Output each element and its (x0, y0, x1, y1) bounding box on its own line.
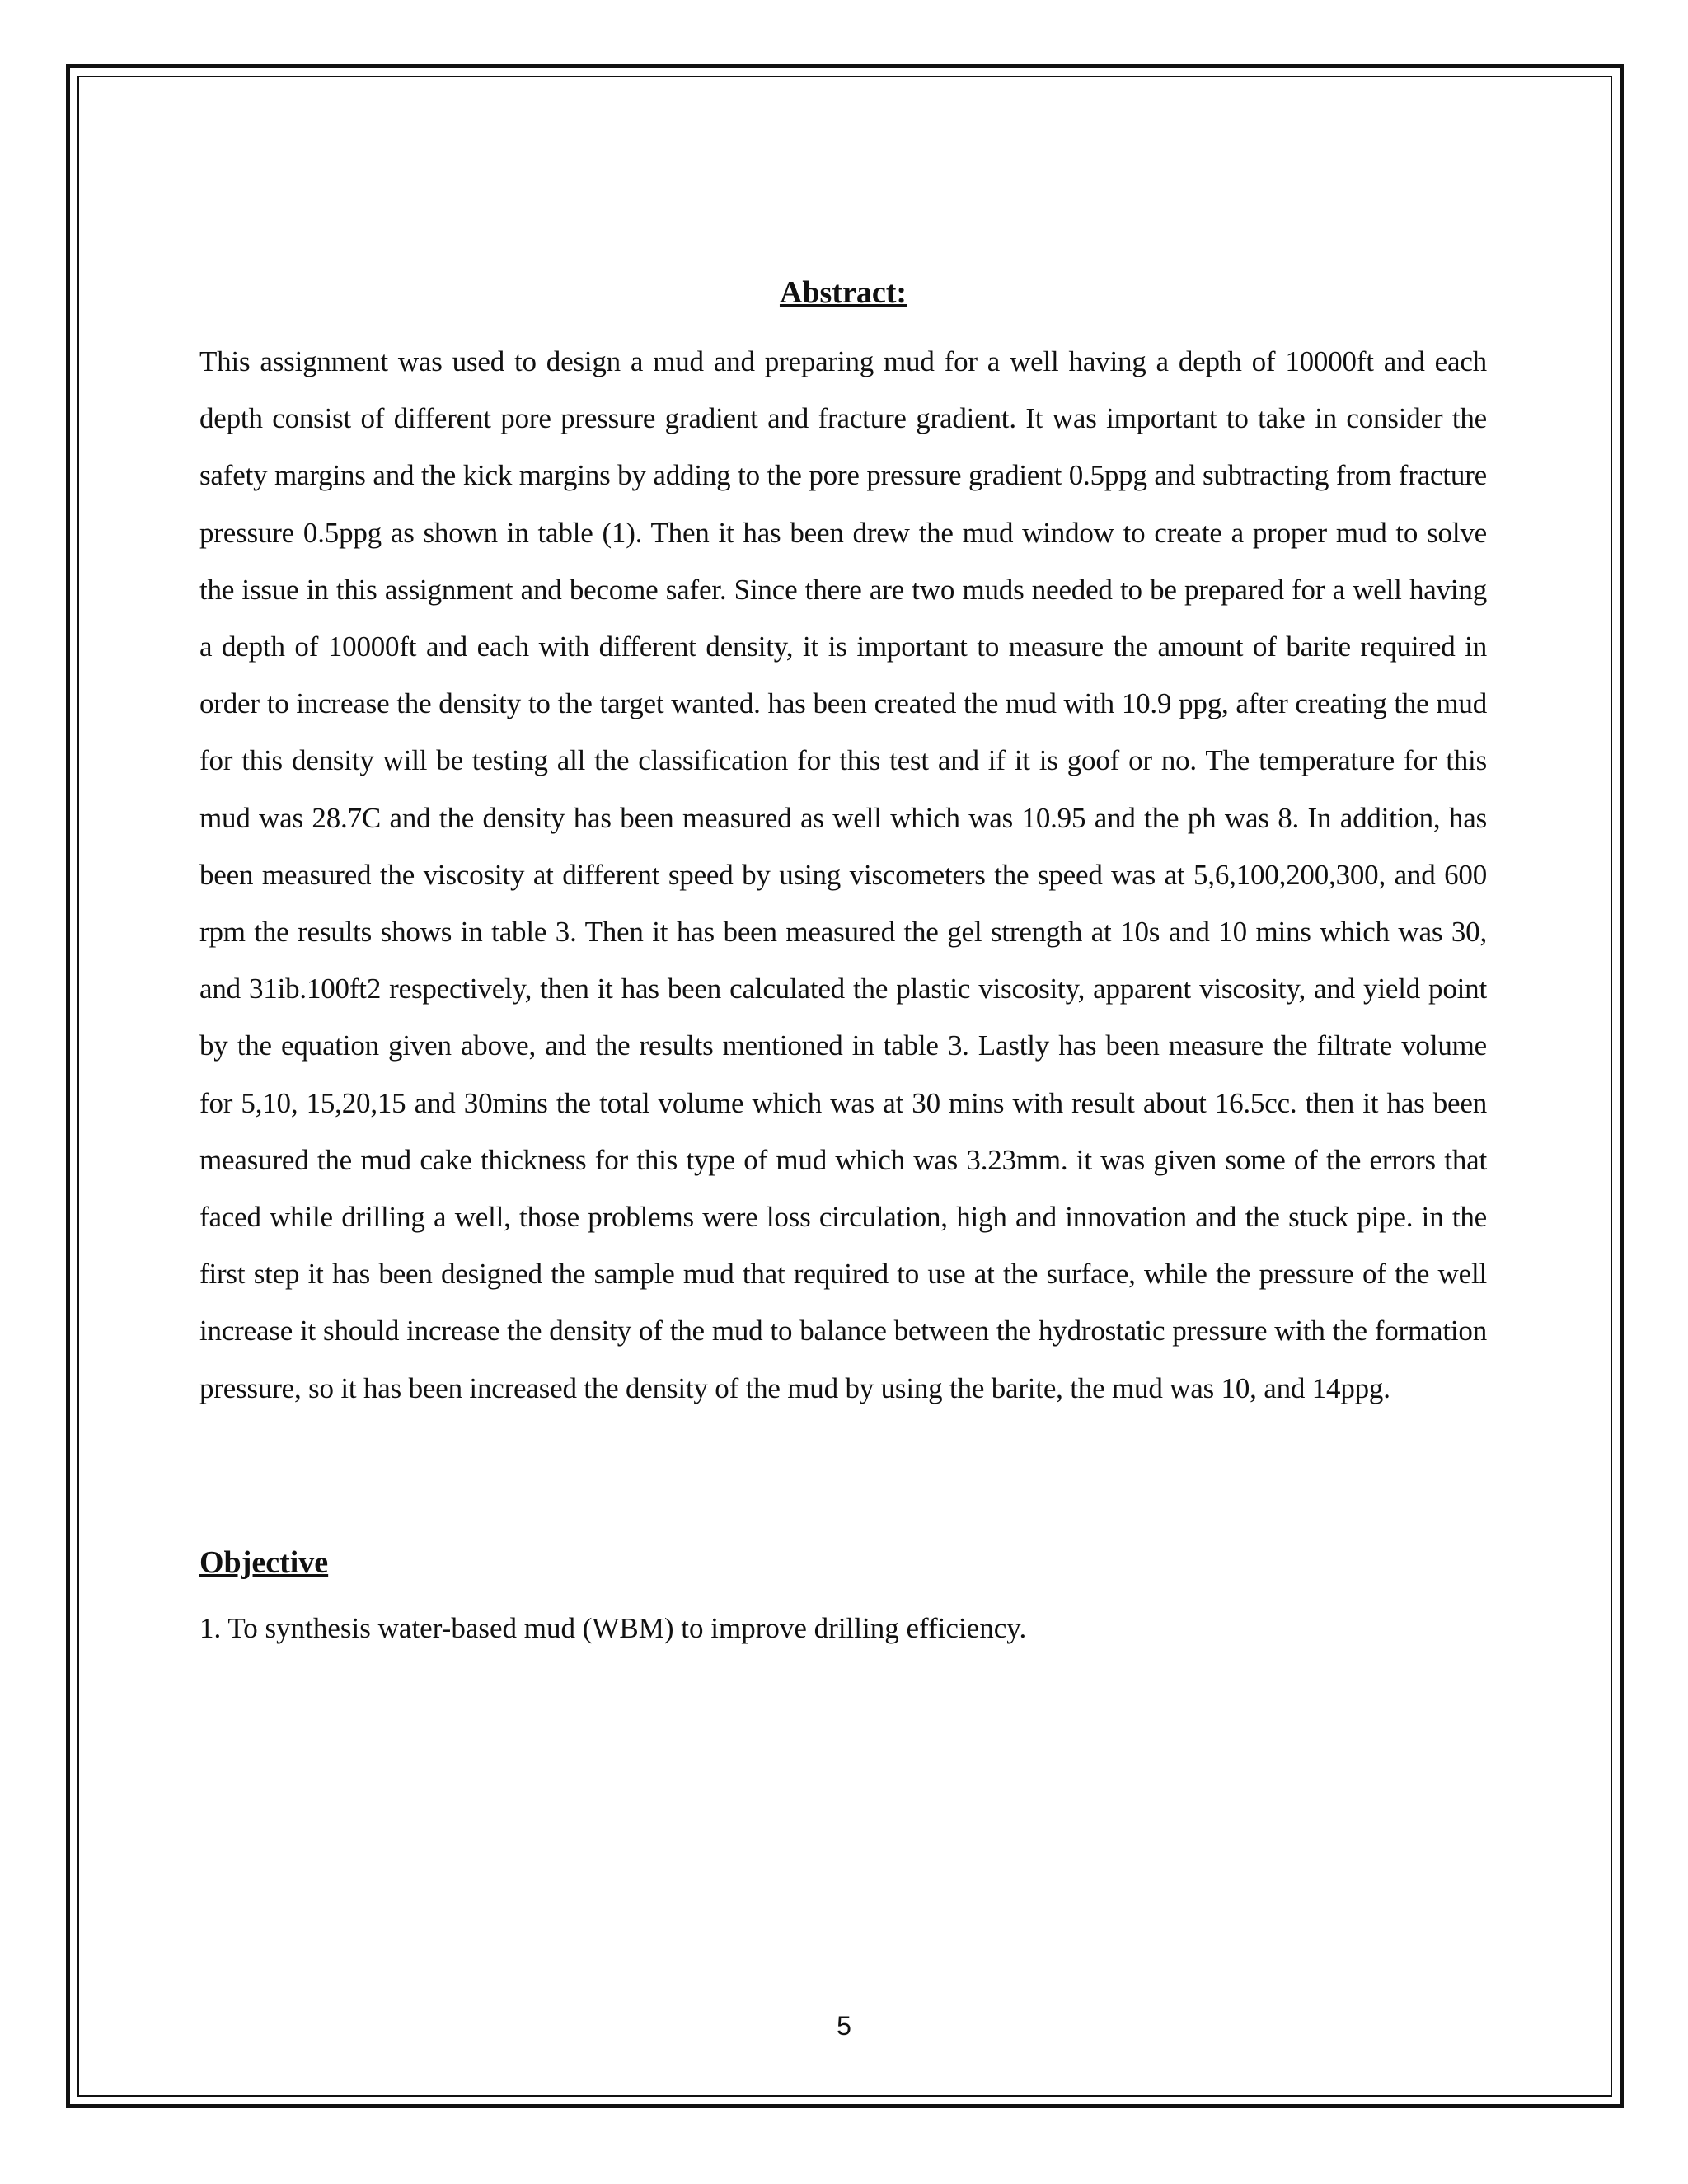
abstract-heading: Abstract: (779, 275, 907, 310)
objective-item: 1. To synthesis water-based mud (WBM) to improve drilling efficiency. (199, 1611, 1027, 1644)
abstract-text: This assignment was used to design a mud and preparing mud for a well having a depth of 10000ft and each depth consist of different pore pressure gradient and fracture gradient. It was important to take in consider the safety margins and the kick margins by adding to the pore pressure gradient 0.5ppg and subtracting from fracture pressure 0.5ppg as shown in table (1). Then it has been drew the mud window to create a proper mud to solve the issue in this assignment and become safer. Since there are two muds needed to be prepared for a well having a depth of 10000ft and each with different density, it is important to measure the amount of barite required in order to increase the density to the target wanted. has been created the mud with 10.9 ppg, after creating the mud for this density will be testing all the classification for this test and if it is goof or no. The temperature for this mud was 28.7C and the density has been measured as well which was 10.95 and the ph was 8. In addition, has been measured the viscosity at different speed by using viscometers the speed was at 5,6,100,200,300, and 600 rpm the results shows in table 3. Then it has been measured the gel strength at 10s and 10 mins which was 30, and 31ib.100ft2 respectively, then it has been calculated the plastic viscosity, apparent viscosity, and yield point by the equation given above, and the results mentioned in table 3. Lastly has been measure the filtrate volume for 5,10, 15,20,15 and 30mins the total volume which was at 30 mins with result about 16.5cc. then it has been measured the mud cake thickness for this type of mud which was 3.23mm. it was given some of the errors that faced while drilling a well, those problems were loss circulation, high and innovation and the stuck pipe. in the first step it has been designed the sample mud that required to use at the surface, while the pressure of the well increase it should increase the density of the mud to balance between the hydrostatic pressure with the formation pressure, so it has been increased the density of the mud by using the barite, the mud was 10, and 14ppg. (199, 345, 1487, 1404)
objective-heading: Objective (199, 1544, 329, 1580)
page-content (199, 272, 1487, 1649)
page-number: 5 (837, 2011, 851, 2041)
